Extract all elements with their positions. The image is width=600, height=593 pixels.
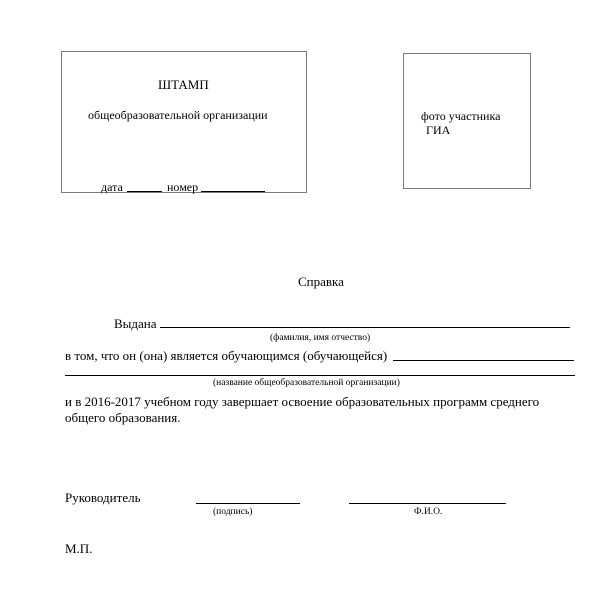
- student-line-blank: [393, 360, 574, 361]
- body-text-line1: и в 2016-2017 учебном году завершает освоение образовательных программ среднего: [65, 394, 540, 409]
- body-text-line2: общего образования.: [65, 410, 181, 425]
- stamp-date-label: дата: [101, 180, 123, 194]
- stamp-title: ШТАМП: [158, 77, 209, 92]
- photo-label-line2: ГИА: [426, 123, 451, 137]
- student-line-text: в том, что он (она) является обучающимся (обучающейся): [65, 348, 388, 363]
- seal-label: М.П.: [65, 541, 93, 556]
- organization-line: [65, 375, 575, 376]
- issued-label: Выдана: [114, 316, 157, 331]
- name-hint: (фамилия, имя отчество): [270, 333, 371, 343]
- stamp-date-line: [127, 191, 162, 192]
- fio-hint: Ф.И.О.: [414, 507, 443, 517]
- photo-label-line1: фото участника: [421, 109, 501, 123]
- stamp-number-label: номер: [167, 180, 199, 194]
- signature-line: [196, 503, 300, 504]
- organization-hint: (название общеобразовательной организации): [213, 378, 400, 388]
- stamp-org-label: общеобразовательной организации: [88, 108, 268, 122]
- name-line: [160, 327, 570, 328]
- document-heading: Справка: [298, 274, 344, 289]
- signature-hint: (подпись): [213, 507, 253, 517]
- stamp-number-line: [201, 191, 265, 192]
- head-label: Руководитель: [65, 490, 141, 505]
- stamp-box: [61, 51, 307, 193]
- fio-line: [349, 503, 506, 504]
